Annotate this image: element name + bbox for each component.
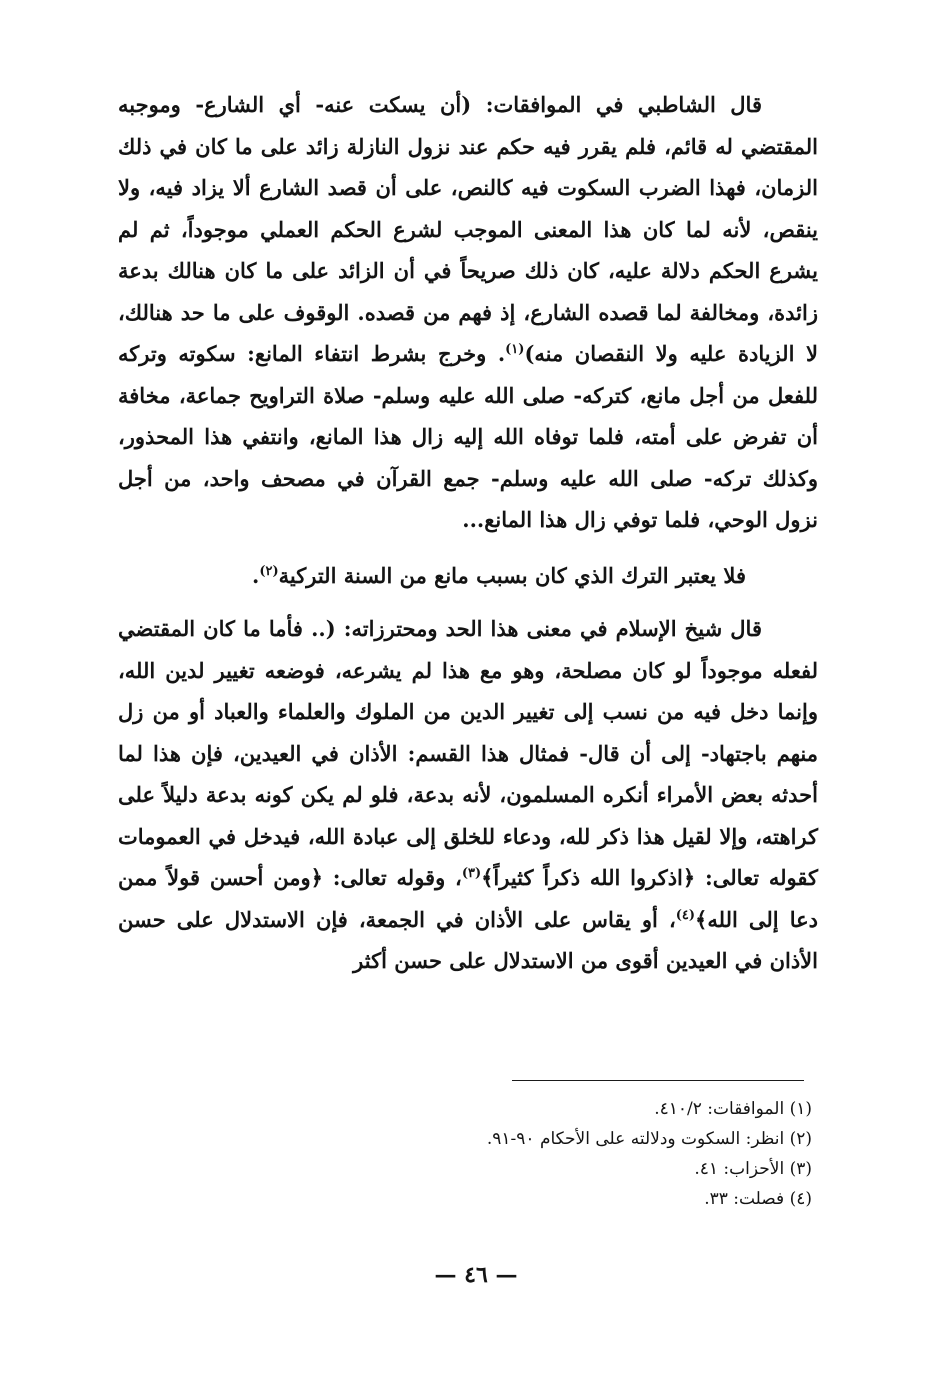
- footnote-3: (٣) الأحزاب: ٤١.: [694, 1159, 812, 1179]
- paragraph-text: ، أو يقاس على الأذان في الجمعة، فإن الاستدلال على حسن الأذان في العيدين أقوى من الاستدلال على حسن أكثر: [118, 906, 818, 973]
- paragraph-text: قال الشاطبي في الموافقات: (أن يسكت عنه- أي الشارع- وموجبه المقتضي له قائم، فلم يقرر فيه حكم عند نزول النازلة زائد على ما كان في ذلك الزمان، فهذا الضرب السكوت فيه كالنص، على أن قصد الشارع ألا يزاد فيه، ولا ينقص، لأنه لما كان هذا المعنى الموجب لشرع الحكم العملي موجوداً، ثم لم يشرع الحكم دلالة عليه، كان ذلك صريحاً في أن الزائد على ما كان هنالك بدعة زائدة، ومخالفة لما قصده الشارع، إذ فهم من قصده. الوقوف على ما حد هنالك، لا الزيادة عليه ولا النقصان منه): [118, 92, 818, 366]
- quran-verse: ﴿ومن أحسن قولاً ممن دعا إلى الله﴾: [118, 865, 818, 932]
- footnote-1: (١) الموافقات: ٤١٠/٢.: [654, 1099, 812, 1119]
- footnote-ref-4[interactable]: (٤): [675, 907, 696, 923]
- quran-verse: ﴿اذكروا الله ذكراً كثيراً﴾: [481, 865, 696, 890]
- footnote-2: (٢) انظر: السكوت ودلالته على الأحكام ٩٠-٩١.: [486, 1129, 812, 1149]
- paragraph-text: فلا يعتبر الترك الذي كان بسبب مانع من السنة التركية: [278, 562, 746, 588]
- paragraph-conclusion: [118, 555, 818, 597]
- footnote-ref-1[interactable]: (١): [505, 342, 525, 357]
- paragraph-shatibi-quote: [118, 84, 818, 541]
- footnote-divider: [512, 1080, 804, 1081]
- footnote-ref-2[interactable]: (٢): [259, 563, 279, 579]
- paragraph-text: ، وقوله تعالى:: [322, 865, 462, 890]
- page-number: — ٤٦ —: [434, 1262, 518, 1288]
- footnote-ref-3[interactable]: (٣): [461, 866, 482, 881]
- footnote-4: (٤) فصلت: ٣٣.: [704, 1189, 812, 1209]
- paragraph-text: .: [252, 562, 260, 588]
- paragraph-text: قال شيخ الإسلام في معنى هذا الحد ومحترزاته: (.. فأما ما كان المقتضي لفعله موجوداً لو كان مصلحة، وهو مع هذا لم يشرعه، فوضعه تغيير لدين الله، وإنما دخل فيه من نسب إلى تغيير الدين من الملوك والعلماء والعباد أو من زل منهم باجتهاد- إلى أن قال- فمثال هذا القسم: الأذان في العيدين، فإن هذا لما أحدثه بعض الأمراء أنكره المسلمون، لأنه بدعة، فلو لم يكن كونه بدعة دليلاً على كراهته، وإلا لقيل هذا ذكر لله، ودعاء للخلق إلى عبادة الله، فيدخل في العمومات كقوله تعالى:: [118, 616, 818, 890]
- paragraph-text: . وخرج بشرط انتفاء المانع: سكوته وتركه للفعل من أجل مانع، كتركه- صلى الله عليه وسلم- صلاة التراويح جماعة، مخافة أن تفرض على أمته، فلما توفاه الله إليه زال هذا المانع، وانتفي هذا المحذور، وكذلك تركه- صلى الله عليه وسلم- جمع القرآن في مصحف واحد، من أجل نزول الوحي، فلما توفي زال هذا المانع...: [118, 341, 818, 532]
- paragraph-shaykh-al-islam-quote: [118, 608, 818, 982]
- footnotes: [132, 1094, 812, 1214]
